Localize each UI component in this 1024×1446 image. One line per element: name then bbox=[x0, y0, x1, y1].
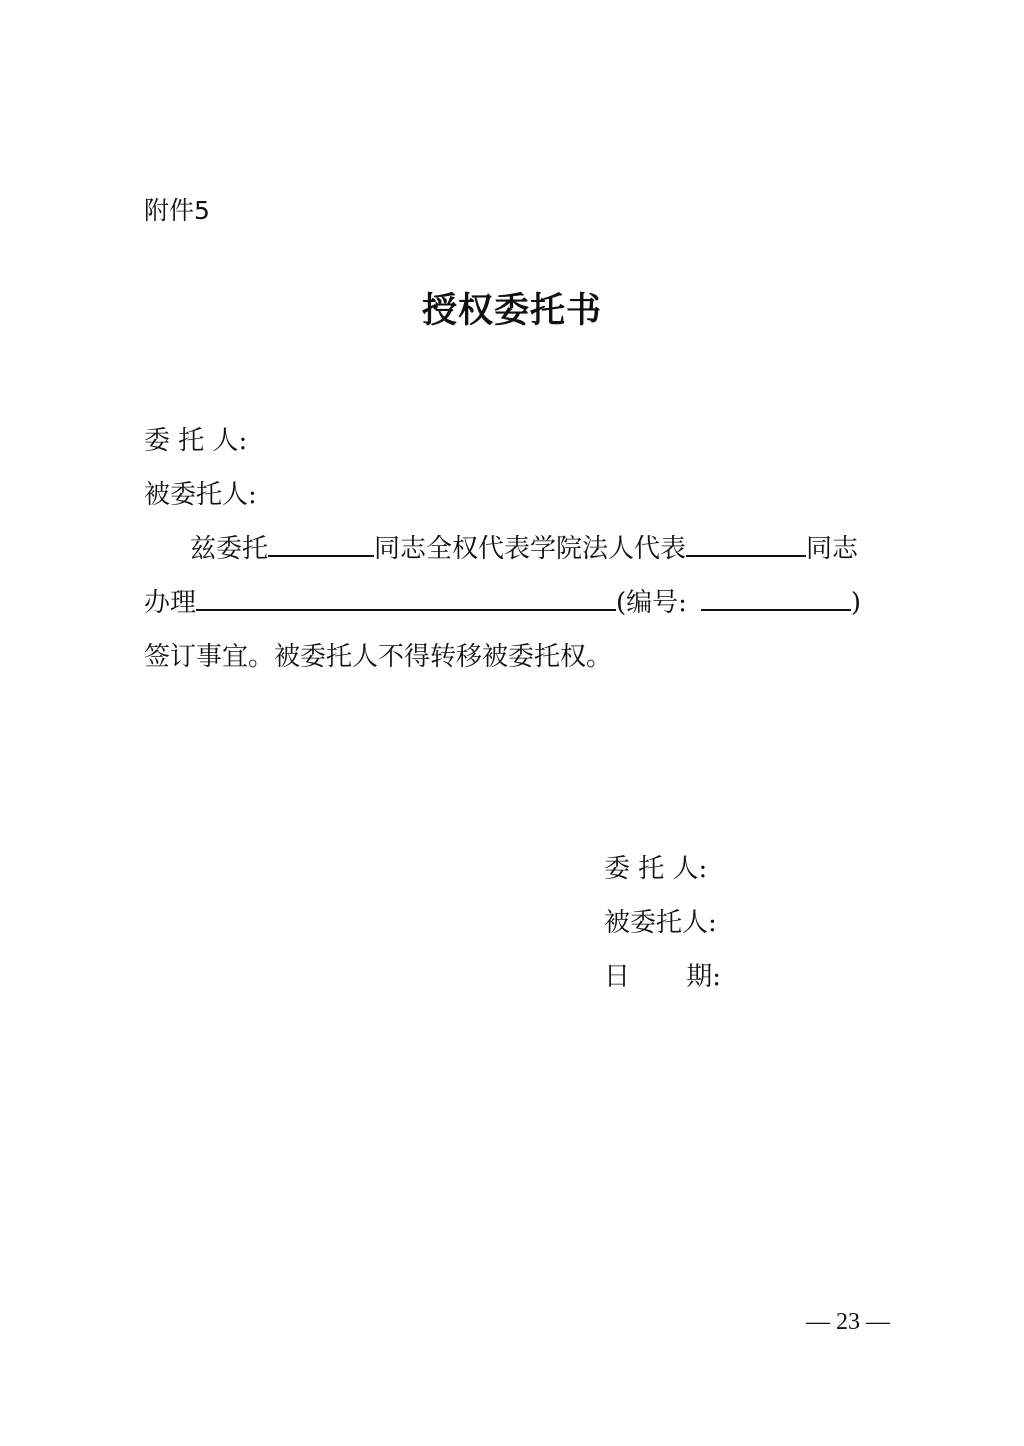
body-line-3: 签订事宜。被委托人不得转移被委托权。 bbox=[144, 642, 613, 672]
body-line-1 bbox=[190, 528, 858, 565]
signature-principal-label: 委 托 人: bbox=[604, 854, 708, 884]
agent-name-blank[interactable] bbox=[268, 531, 374, 557]
attachment-label: 附件5 bbox=[144, 196, 210, 225]
body-line-2-part-2: (编号: bbox=[616, 588, 687, 618]
matter-blank[interactable] bbox=[196, 585, 616, 611]
body-line-1-part-3: 同志 bbox=[806, 534, 859, 564]
signature-date-text: 日 期: bbox=[604, 962, 722, 992]
body-line-1-part-1: 兹委托 bbox=[190, 534, 269, 564]
document-title: 授权委托书 bbox=[421, 290, 602, 331]
body-line-2 bbox=[144, 582, 861, 619]
body-line-2-part-3: ) bbox=[850, 588, 862, 618]
signature-date-label bbox=[604, 956, 721, 993]
agent-field-label: 被委托人: bbox=[144, 480, 257, 510]
signature-agent-label: 被委托人: bbox=[604, 908, 717, 938]
principal-field-label: 委 托 人: bbox=[144, 426, 248, 456]
body-line-1-part-2: 同志全权代表学院法人代表 bbox=[374, 534, 687, 564]
legal-rep-name-blank[interactable] bbox=[686, 531, 806, 557]
body-line-2-part-1: 办理 bbox=[144, 588, 197, 618]
page-number: — 23 — bbox=[806, 1309, 890, 1335]
serial-number-blank[interactable] bbox=[701, 585, 851, 611]
